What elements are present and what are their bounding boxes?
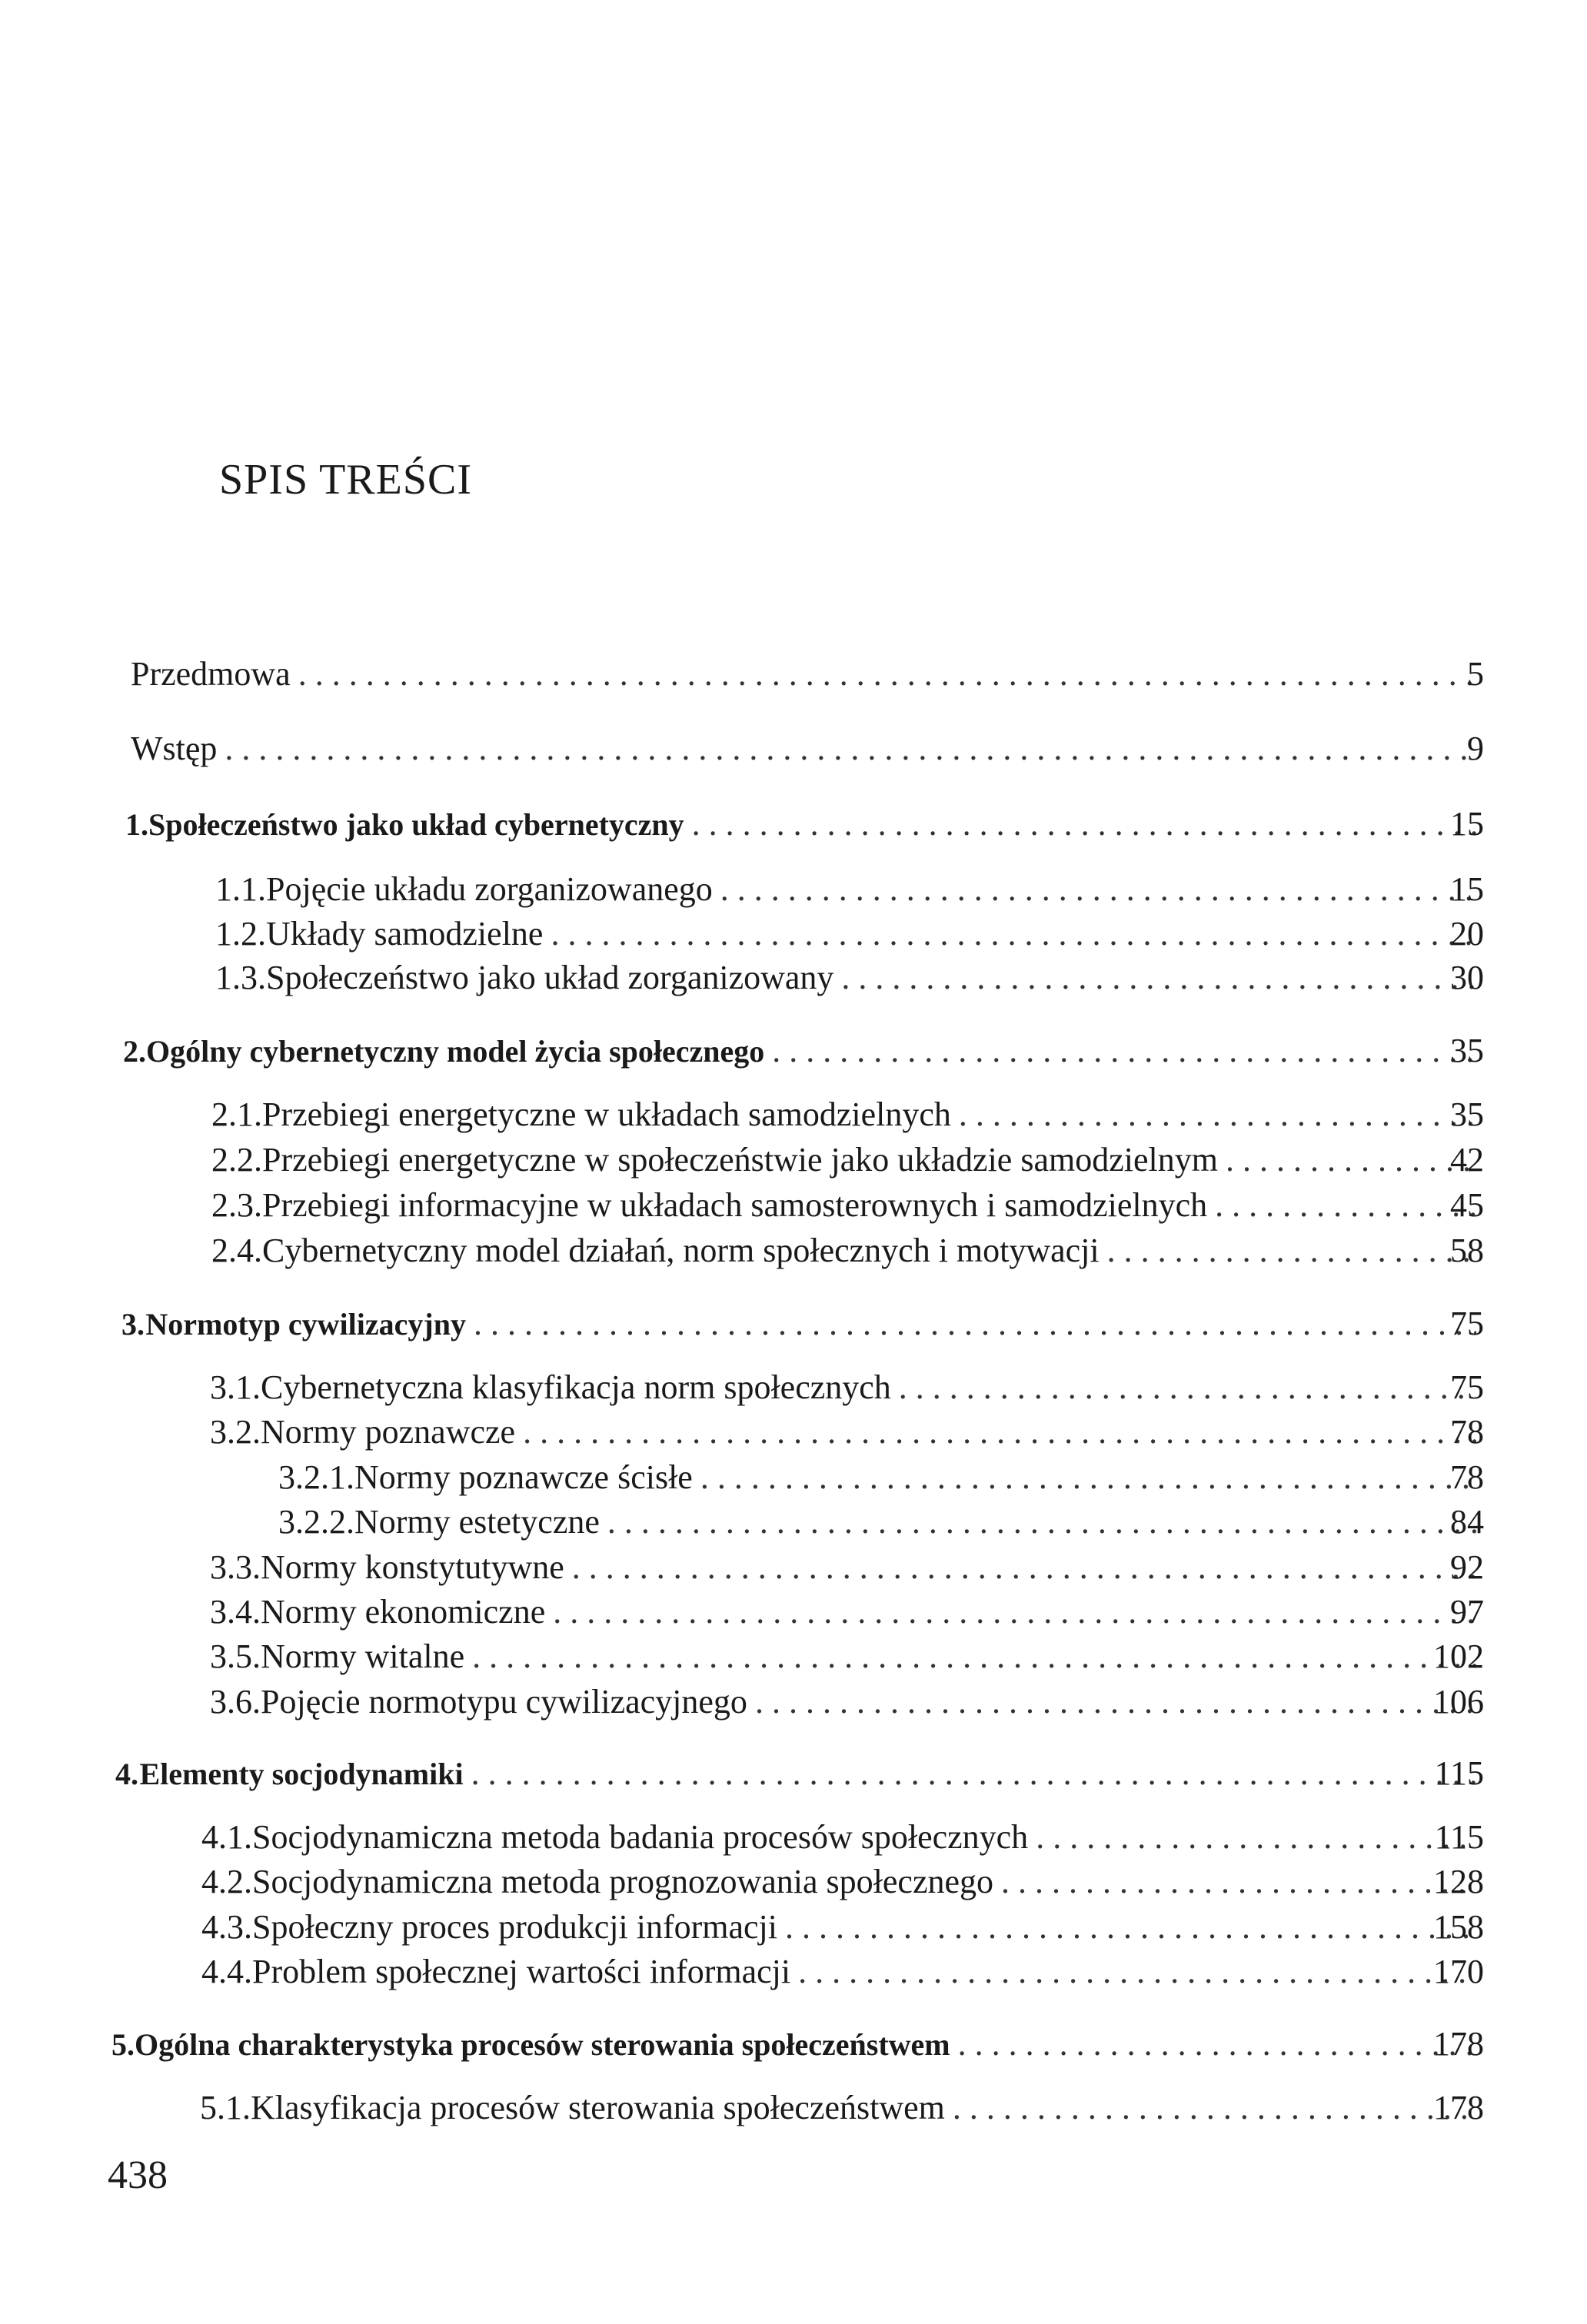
toc-entry-title: Elementy socjodynamiki bbox=[139, 1757, 464, 1791]
toc-entry-number: 3.2.1. bbox=[278, 1458, 354, 1496]
toc-entry-number: 3.3. bbox=[210, 1548, 261, 1586]
dot-leader bbox=[474, 1307, 1476, 1341]
toc-entry-title: Normy poznawcze bbox=[261, 1413, 516, 1451]
dot-leader bbox=[841, 961, 1476, 995]
toc-entry-number: 1.2. bbox=[215, 915, 266, 953]
toc-entry-number: 3.6. bbox=[210, 1683, 261, 1721]
toc-entry-title: Przebiegi energetyczne w społeczeństwie jako układzie samodzielnym bbox=[262, 1141, 1218, 1179]
toc-entry-title: Przedmowa bbox=[131, 655, 291, 693]
toc-entry-page: 178 bbox=[1433, 2025, 1484, 2063]
toc-entry-page: 20 bbox=[1450, 915, 1484, 953]
toc-entry-title: Układy samodzielne bbox=[266, 915, 544, 953]
toc-entry-title: Problem społecznej wartości informacji bbox=[252, 1953, 791, 1990]
toc-entry-number: 2.1. bbox=[211, 1096, 262, 1133]
toc-entry-page: 75 bbox=[1450, 1368, 1484, 1406]
toc-entry-title: Społeczeństwo jako układ cybernetyczny bbox=[148, 807, 684, 842]
toc-entry-page: 35 bbox=[1450, 1032, 1484, 1069]
dot-leader bbox=[1107, 1234, 1476, 1268]
toc-entry-title: Klasyfikacja procesów sterowania społeczeństwem bbox=[251, 2089, 945, 2126]
toc-subsection-3-2-1 bbox=[278, 1458, 1484, 1496]
toc-entry-number: 2.4. bbox=[211, 1232, 262, 1269]
toc-chapter-4 bbox=[115, 1754, 1484, 1792]
toc-section-3-2 bbox=[210, 1415, 1484, 1449]
toc-section-1-2 bbox=[215, 917, 1484, 951]
dot-leader bbox=[298, 657, 1476, 691]
toc-entry-number: 2.3. bbox=[211, 1186, 262, 1224]
toc-entry-number: 3.2.2. bbox=[278, 1503, 354, 1541]
dot-leader bbox=[1001, 1865, 1476, 1899]
toc-subsection-3-2-2 bbox=[278, 1505, 1484, 1539]
toc-section-1-1 bbox=[215, 870, 1484, 908]
dot-leader bbox=[700, 1461, 1476, 1494]
toc-section-4-4 bbox=[201, 1955, 1484, 1989]
toc-entry-title: Społeczny proces produkcji informacji bbox=[252, 1908, 778, 1946]
toc-entry-number: 1. bbox=[125, 807, 148, 842]
toc-entry-number: 3.5. bbox=[210, 1637, 261, 1675]
toc-chapter-3 bbox=[121, 1307, 1484, 1341]
toc-section-2-2 bbox=[211, 1143, 1484, 1177]
toc-entry-page: 45 bbox=[1450, 1186, 1484, 1224]
toc-entry-page: 9 bbox=[1467, 730, 1484, 767]
toc-entry-page: 30 bbox=[1450, 959, 1484, 996]
toc-section-2-3 bbox=[211, 1186, 1484, 1224]
toc-section-3-3 bbox=[210, 1548, 1484, 1586]
toc-section-3-1 bbox=[210, 1368, 1484, 1406]
dot-leader bbox=[692, 807, 1476, 841]
toc-entry-page: 106 bbox=[1433, 1683, 1484, 1721]
toc-entry-page: 178 bbox=[1433, 2089, 1484, 2126]
toc-entry-title: Przebiegi energetyczne w układach samodzielnych bbox=[262, 1096, 951, 1133]
toc-entry-number: 3. bbox=[121, 1307, 145, 1342]
dot-leader bbox=[572, 1551, 1476, 1584]
dot-leader bbox=[523, 1415, 1476, 1449]
dot-leader bbox=[958, 2027, 1476, 2061]
toc-entry-number: 4.4. bbox=[201, 1953, 252, 1990]
toc-entry-page: 115 bbox=[1434, 1754, 1484, 1792]
dot-leader bbox=[953, 2091, 1476, 2125]
toc-entry-number: 4. bbox=[115, 1757, 138, 1791]
toc-entry-page: 78 bbox=[1450, 1413, 1484, 1451]
dot-leader bbox=[607, 1505, 1476, 1539]
toc-entry-page: 128 bbox=[1433, 1863, 1484, 1900]
toc-section-4-3 bbox=[201, 1910, 1484, 1944]
toc-entry-page: 15 bbox=[1450, 870, 1484, 908]
toc-entry-number: 3.4. bbox=[210, 1593, 261, 1631]
dot-leader bbox=[553, 1595, 1476, 1629]
toc-entry-title: Pojęcie układu zorganizowanego bbox=[266, 870, 713, 908]
toc-entry-title: Normy witalne bbox=[261, 1637, 465, 1675]
toc-entry-title: Normy konstytutywne bbox=[261, 1548, 564, 1586]
toc-entry-number: 1.3. bbox=[215, 959, 266, 996]
toc-entry-page: 97 bbox=[1450, 1593, 1484, 1631]
toc-entry-page: 84 bbox=[1450, 1503, 1484, 1541]
toc-entry-page: 115 bbox=[1434, 1818, 1484, 1856]
toc-entry-page: 78 bbox=[1450, 1458, 1484, 1496]
toc-chapter-1 bbox=[125, 807, 1484, 841]
toc-entry-title: Normy ekonomiczne bbox=[261, 1593, 546, 1631]
dot-leader bbox=[551, 917, 1476, 951]
toc-section-3-5 bbox=[210, 1637, 1484, 1675]
page-number: 438 bbox=[108, 2153, 168, 2197]
toc-section-4-2 bbox=[201, 1865, 1484, 1899]
toc-entry-number: 5.1. bbox=[200, 2089, 251, 2126]
dot-leader bbox=[959, 1098, 1476, 1132]
toc-entry-page: 15 bbox=[1450, 805, 1484, 843]
toc-entry-page: 5 bbox=[1467, 655, 1484, 693]
toc-entry-title: Cybernetyczny model działań, norm społecznych i motywacji bbox=[262, 1232, 1100, 1269]
toc-entry-number: 2.2. bbox=[211, 1141, 262, 1179]
toc-entry-title: Wstęp bbox=[131, 730, 218, 767]
dot-leader bbox=[772, 1034, 1476, 1068]
toc-entry-title: Normy estetyczne bbox=[354, 1503, 600, 1541]
toc-entry-number: 3.1. bbox=[210, 1368, 261, 1406]
toc-entry-title: Pojęcie normotypu cywilizacyjnego bbox=[261, 1683, 747, 1721]
toc-entry-number: 4.2. bbox=[201, 1863, 252, 1900]
toc-entry-page: 92 bbox=[1450, 1548, 1484, 1586]
dot-leader bbox=[471, 1757, 1476, 1790]
toc-entry-page: 58 bbox=[1450, 1232, 1484, 1269]
toc-entry-page: 170 bbox=[1433, 1953, 1484, 1990]
toc-entry-title: Społeczeństwo jako układ zorganizowany bbox=[266, 959, 834, 996]
dot-leader bbox=[1036, 1820, 1476, 1854]
dot-leader bbox=[225, 732, 1476, 766]
toc-entry-page: 75 bbox=[1450, 1305, 1484, 1342]
toc-section-2-1 bbox=[211, 1098, 1484, 1132]
toc-chapter-5 bbox=[111, 2027, 1484, 2061]
toc-entry-page: 102 bbox=[1433, 1637, 1484, 1675]
toc-entry-title: Cybernetyczna klasyfikacja norm społecznych bbox=[261, 1368, 891, 1406]
toc-section-3-4 bbox=[210, 1595, 1484, 1629]
toc-entry-title: Normy poznawcze ścisłe bbox=[354, 1458, 693, 1496]
toc-entry-title: Przebiegi informacyjne w układach samosterownych i samodzielnych bbox=[262, 1186, 1208, 1224]
dot-leader bbox=[755, 1685, 1476, 1719]
toc-entry-wstep bbox=[131, 732, 1484, 766]
toc-entry-page: 42 bbox=[1450, 1141, 1484, 1179]
toc-entry-page: 35 bbox=[1450, 1096, 1484, 1133]
dot-leader bbox=[798, 1955, 1476, 1989]
toc-section-1-3 bbox=[215, 961, 1484, 995]
toc-section-5-1 bbox=[200, 2091, 1484, 2125]
toc-entry-przedmowa bbox=[131, 657, 1484, 691]
toc-entry-number: 3.2. bbox=[210, 1413, 261, 1451]
toc-section-3-6 bbox=[210, 1685, 1484, 1719]
toc-entry-number: 1.1. bbox=[215, 870, 266, 908]
dot-leader bbox=[899, 1371, 1476, 1405]
toc-entry-number: 4.1. bbox=[201, 1818, 252, 1856]
toc-section-2-4 bbox=[211, 1234, 1484, 1268]
toc-entry-title: Socjodynamiczna metoda prognozowania społecznego bbox=[252, 1863, 994, 1900]
toc-entry-number: 2. bbox=[123, 1034, 146, 1069]
dot-leader bbox=[472, 1640, 1476, 1674]
toc-entry-title: Ogólny cybernetyczny model życia społecznego bbox=[146, 1034, 765, 1069]
dot-leader bbox=[720, 873, 1476, 906]
toc-chapter-2 bbox=[123, 1034, 1484, 1068]
toc-entry-number: 5. bbox=[111, 2027, 135, 2062]
toc-entry-title: Normotyp cywilizacyjny bbox=[145, 1307, 466, 1342]
toc-entry-title: Ogólna charakterystyka procesów sterowania społeczeństwem bbox=[135, 2027, 950, 2062]
dot-leader bbox=[1215, 1189, 1476, 1222]
dot-leader bbox=[785, 1910, 1476, 1944]
page-title: SPIS TREŚCI bbox=[219, 456, 472, 504]
toc-entry-page: 158 bbox=[1433, 1908, 1484, 1946]
toc-section-4-1 bbox=[201, 1820, 1484, 1854]
toc-entry-number: 4.3. bbox=[201, 1908, 252, 1946]
dot-leader bbox=[1226, 1143, 1476, 1177]
toc-entry-title: Socjodynamiczna metoda badania procesów społecznych bbox=[252, 1818, 1029, 1856]
